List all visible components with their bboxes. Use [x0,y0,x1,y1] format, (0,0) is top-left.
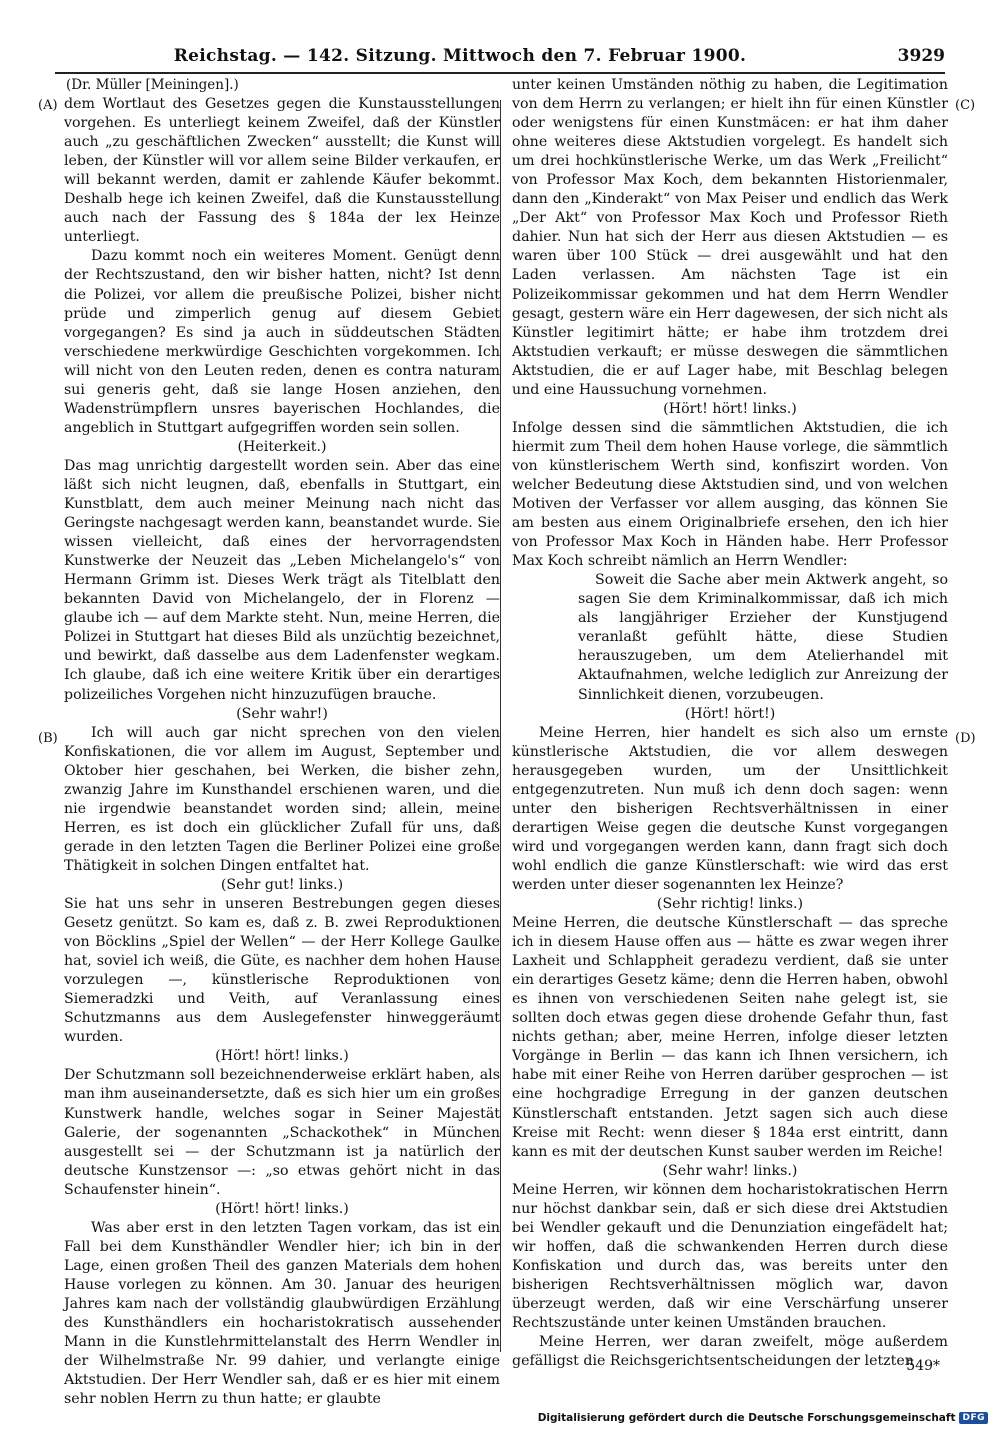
paragraph: Der Schutzmann soll bezeichnenderweise erklärt haben, als man ihm auseinandersetzte, daß es sich hier um ein großes Kunstwerk handle, welches sogar in Seiner Majestät Galerie, der sogenannten „Schackothek“ in München ausgestellt sei — der Schutzmann ist ja natürlich der deutsche Kunstzensor —: „so etwas gehört nicht in das Schaufenster hinein“. [64,1067,500,1198]
margin-marker-a: (A) [38,98,58,113]
paragraph: Meine Herren, wer daran zweifelt, möge außerdem gefälligst die Reichsgerichtsentscheidungen der letzten [512,1334,948,1370]
column-divider [500,100,501,1352]
paragraph: Das mag unrichtig dargestellt worden sein. Aber das eine läßt sich nicht leugnen, daß, ebenfalls in Stuttgart, ein Kunstblatt, dem auch meiner Meinung nach nicht das Geringste nachgesagt werden kann, beanstandet wurde. Sie wissen vielleicht, daß eines der hervorragendsten Kunstwerke der Neuzeit das „Leben Michelangelo's“ von Hermann Grimm ist. Dieses Werk trägt als Titelblatt den bekannten David von Michelangelo, der in Florenz — glaube ich — auf dem Markte steht. Nun, meine Herren, die Polizei in Stuttgart hat dieses Bild als unzüchtig bezeichnet, und bewirkt, daß dasselbe aus dem Ladenfenster wegkam. Ich glaube, daß ich eine weitere Kritik über ein derartiges polizeiliches Vorgehen nicht hinzuzufügen brauche. [64,457,500,703]
paragraph: Meine Herren, wir können dem hocharistokratischen Herrn nur höchst dankbar sein, daß er sich diese drei Aktstudien bei Wendler gekauft und die Denunziation eingefädelt hat; wir hoffen, daß die schwankenden Herren durch diese Konfiskation und durch das, was bereits unter den bisherigen Rechtsverhältnissen möglich war, davon überzeugt werden, daß wir eine Verschärfung unserer Rechtszustände unter keinen Umständen brauchen. [512,1181,948,1332]
interjection: (Heiterkeit.) [237,438,327,455]
paragraph: unter keinen Umständen nöthig zu haben, die Legitimation von dem Herrn zu verlangen; er hielt ihn für einen Künstler oder wenigstens für einen Kunstmäcen: er hat ihm daher ohne weiteres diese Aktstudien vorgelegt. Es handelt sich um drei hochkünstlerische Werke, um das Werk „Freilicht“ von Professor Max Koch, dem bekannten Historienmaler, dann den „Kinderakt“ von Max Peiser und endlich das Werk „Der Akt“ von Professor Max Koch und Professor Rieth dahier. Nun hat sich der Herr aus diesen Aktstudien — es waren über 100 Stück — drei ausgewählt und hat den Laden verlassen. Am nächsten Tage ist ein Polizeikommissar gekommen und hat dem Herrn Wendler gesagt, gestern wäre ein Herr dagewesen, der sich nicht als Künstler legitimirt hätte; er habe ihm trotzdem drei Aktstudien verkauft; er müsse deswegen die sämmtlichen Aktstudien, die er auf Lager habe, mit Beschlag belegen und eine Haussuchung vornehmen. [512,77,948,398]
interjection: (Sehr wahr! links.) [662,1162,798,1179]
interjection: (Hört! hört!) [684,705,776,722]
digitization-footer [538,1412,988,1424]
page-number: 3929 [897,46,945,66]
interjection: (Sehr wahr!) [236,705,328,722]
paragraph: Meine Herren, die deutsche Künstlerschaft — das spreche ich in diesem Hause offen aus — hätte es zwar wegen ihrer Laxheit und Schlappheit geradezu verdient, daß sie unter ein derartiges Gesetz käme; denn die Herren haben, obwohl es ihnen von verschiedenen Seiten nahe gelegt ist, sie sollten doch etwas gegen diese drohende Gefahr thun, fast nichts gethan; aber, meine Herren, infolge dieser letzten Vorgänge in Berlin — das kann ich Ihnen versichern, ich habe mit einer Reihe von Herren darüber gesprochen — ist eine hochgradige Erregung in der ganzen deutschen Künstlerschaft entstanden. Jetzt sagen sich auch diese Kreise mit Recht: wenn dieser § 184a erst eintritt, dann kann es mit der deutschen Kunst sauber werden im Reiche! [512,915,948,1160]
paragraph: Was aber erst in den letzten Tagen vorkam, das ist ein Fall bei dem Kunsthändler Wendler hier; ich bin in der Lage, einen großen Theil des ganzen Materials dem hohen Hause vorlegen zu können. Am 30. Januar des heurigen Jahres kam nach der vollständig glaubwürdigen Erzählung des Kunsthändlers ein hocharistokratisch aussehender Mann in die Kunstlehrmittelanstalt des Herrn Wendler in der Wilhelmstraße Nr. 99 dahier, und verlangte einige Aktstudien. Der Herr Wendler sah, daß er es hier mit einem sehr noblen Herrn zu thun hatte; er glaubte [64,1219,500,1408]
sheet-signature: 549* [906,1358,940,1374]
paragraph: Dazu kommt noch ein weiteres Moment. Genügt denn der Rechtszustand, den wir bisher hatten, nicht? Ist denn die Polizei, vor allem die preußische Polizei, bisher nicht prüde und zimperlich genug auf diesem Gebiet vorgegangen? Es sind ja auch in süddeutschen Städten verschiedene merkwürdige Geschichten vorgekommen. Ich will nicht von den Leuten reden, denen es contra naturam sui generis geht, daß sie lange Hosen anziehen, den Wadenstrümpflern unsres bayerischen Hochlandes, die angeblich in Stuttgart aufgegriffen worden sein sollen. [64,248,500,436]
interjection: (Hört! hört! links.) [663,400,797,417]
paragraph: Meine Herren, hier handelt es sich also um ernste künstlerische Aktstudien, die vor allem deswegen herausgegeben wurden, um der Unsittlichkeit entgegenzutreten. Nun muß ich denn doch sagen: wenn unter den bisherigen Rechtsverhältnissen in einer derartigen Weise gegen die deutsche Kunst vorgegangen wird und vorgegangen werden kann, dann fragt sich doch wohl endlich die ganze Künstlerschaft: wie wird das erst werden unter dieser sogenannten lex Heinze? [512,724,948,893]
page-header [55,44,945,74]
paragraph: Sie hat uns sehr in unseren Bestrebungen gegen dieses Gesetz genützt. So kam es, daß z. B. zwei Reproduktionen von Böcklins „Spiel der Wellen“ — der Herr Kollege Gaulke hat, soviel ich weiß, die Güte, es nachher dem hohen Hause vorzulegen —, künstlerische Reproduktionen von Siemeradzki und Veith, auf Veranlassung eines Schutzmanns aus dem Auslegefenster hinweggeräumt wurden. [64,896,500,1046]
interjection: (Sehr richtig! links.) [656,896,804,913]
margin-marker-b: (B) [38,731,58,746]
interjection: (Sehr gut! links.) [220,876,344,893]
left-column [64,76,500,1409]
footer-text: Digitalisierung gefördert durch die Deutsche Forschungsgemeinschaft [537,1412,956,1424]
paragraph: dem Wortlaut des Gesetzes gegen die Kunstausstellungen vorgehen. Es unterliegt keinem Zweifel, daß der Künstler auch „zu geschäftlichen Zwecken“ ausstellt; die Kunst will leben, der Künstler will vor allem seine Bilder verkaufen, er will bekannt werden, damit er zahlende Käufer bekommt. Deshalb hege ich keinen Zweifel, daß die Kunstausstellung auch nach der Fassung des § 184a der lex Heinze unterliegt. [64,96,500,246]
margin-marker-c: (C) [955,98,976,113]
right-column [512,76,948,1371]
dfg-logo: DFG [959,1412,988,1424]
interjection: (Hört! hört! links.) [215,1048,349,1065]
margin-marker-d: (D) [955,731,976,746]
speaker-label: (Dr. Müller [Meiningen].) [66,77,239,93]
interjection: (Hört! hört! links.) [215,1200,349,1217]
paragraph: Infolge dessen sind die sämmtlichen Aktstudien, die ich hiermit zum Theil dem hohen Hause vorlege, die sämmtlich von künstlerischem Werth sind, konfiszirt worden. Von welcher Bedeutung diese Aktstudien sind, und von welchen Motiven der Verfasser vor allem ausging, das können Sie am besten aus einem Originalbriefe ersehen, den ich hier von Professor Max Koch in Händen habe. Herr Professor Max Koch schreibt nämlich an Herrn Wendler: [512,419,948,570]
paragraph: Ich will auch gar nicht sprechen von den vielen Konfiskationen, die vor allem im August, September und Oktober hier geschahen, bei Werken, die bisher zehn, zwanzig Jahre im Kunsthandel erschienen waren, und die nie irgendwie beanstandet worden sind; allein, meine Herren, es ist doch ein glücklicher Zufall für uns, daß gerade in den letzten Tagen die Berliner Polizei eine große Thätigkeit in solchen Dingen entfaltet hat. [64,724,500,874]
letter-quote: Soweit die Sache aber mein Aktwerk angeht, so sagen Sie dem Kriminalkommissar, daß ich mich als langjähriger Erzieher der Kunstjugend veranlaßt gefühlt hätte, diese Studien herauszugeben, um dem Atelierhandel mit Aktaufnahmen, welche lediglich zur Anreizung der Sinnlichkeit dienen, vorzubeugen. [578,572,948,703]
header-title: Reichstag. — 142. Sitzung. Mittwoch den 7. Februar 1900. [173,46,747,66]
